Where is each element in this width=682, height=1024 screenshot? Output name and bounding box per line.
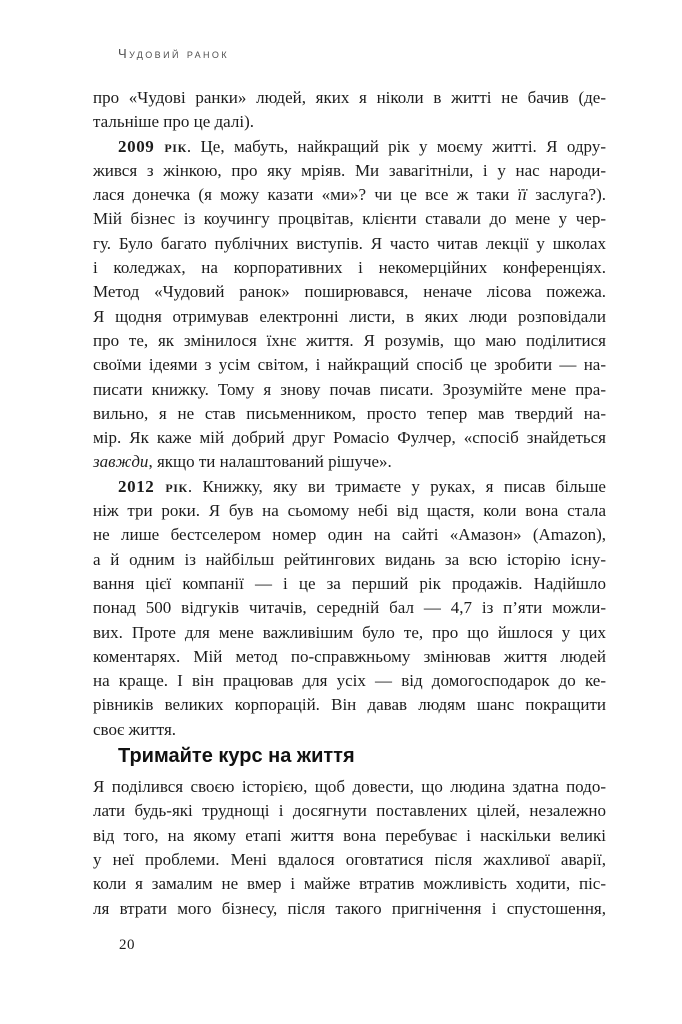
text-line [93, 329, 606, 353]
body-text-segment: своє життя. [93, 719, 177, 739]
body-text-segment: жився з жінкою, про яку мріяв. Ми завагітніли, і у нас народи- [93, 160, 606, 180]
body-text-segment: рівників великих корпорацій. Він давав людям шанс покращити [93, 695, 606, 715]
text-line [93, 848, 606, 872]
body-text-segment: мір. Як каже мій добрий друг Ромасіо Фулчер, «спосіб знайдеться [93, 428, 606, 448]
body-text-segment: . Це, мабуть, найкращий рік у моєму житті. Я одру- [186, 136, 606, 156]
paragraph [93, 775, 606, 921]
text-line [93, 897, 606, 921]
body-text-segment: від того, на якому етапі життя вона перебуває і наскільки великі [93, 825, 606, 845]
text-line [93, 183, 606, 207]
body-text-segment: лати будь-які труднощі і досягнути поставлених цілей, незалежно [93, 801, 606, 821]
text-line [93, 256, 606, 280]
page-body [93, 86, 606, 921]
body-text-segment: заслуга?). [526, 185, 606, 205]
body-text-segment: вання цієї компанії — і це за перший рік продажів. Надійшло [93, 573, 606, 593]
text-line [93, 799, 606, 823]
paragraph [93, 86, 606, 135]
body-text-segment: коментарях. Мій метод по-справжньому змінював життя людей [93, 646, 606, 666]
body-text-segment: гу. Було багато публічних виступів. Я часто читав лекції у школах [93, 233, 606, 253]
running-header: Чудовий ранок [118, 46, 229, 61]
text-line [93, 572, 606, 596]
body-text-segment: ніж три роки. Я був на сьомому небі від щастя, коли вона стала [93, 501, 606, 521]
text-line [93, 621, 606, 645]
text-line [93, 548, 606, 572]
text-line [93, 775, 606, 799]
text-line [93, 523, 606, 547]
body-text-segment: про «Чудові ранки» людей, яких я ніколи в житті не бачив (де- [93, 88, 606, 107]
body-text-segment: Метод «Чудовий ранок» поширювався, неначе лісова пожежа. [93, 282, 606, 302]
body-text-segment: на краще. І він працював для усіх — від домогосподарок до ке- [93, 671, 606, 691]
body-text-segment: . Книжку, яку ви тримаєте у руках, я писав більше [187, 476, 606, 496]
body-text-segment: ля втрати мого бізнесу, після такого пригнічення і спустошення, [93, 898, 606, 918]
paragraph [93, 475, 606, 742]
italic-text: завжди [93, 452, 149, 472]
text-line [93, 207, 606, 231]
text-line [93, 450, 606, 474]
text-line [93, 110, 606, 134]
section-heading: Тримайте курс на життя [118, 745, 355, 768]
body-text-segment: Я щодня отримував електронні листи, в яких люди розповідали [93, 306, 606, 326]
body-text-segment: про те, як змінилося їхнє життя. Я розумів, що маю поділитися [93, 330, 606, 350]
text-line [93, 499, 606, 523]
text-line [93, 280, 606, 304]
bold-lead-text: 2012 рік [118, 476, 188, 496]
text-line [93, 718, 606, 742]
body-text-segment: не лише бестселером номер один на сайті «Амазон» (Amazon), [93, 525, 606, 545]
page-number: 20 [119, 937, 135, 953]
body-text-segment: вих. Проте для мене важливішим було те, про що йшлося у цих [93, 622, 606, 642]
text-line [93, 378, 606, 402]
text-line [93, 159, 606, 183]
text-line [93, 645, 606, 669]
text-line [93, 232, 606, 256]
body-text-segment: коли я замалим не вмер і майже втратив можливість ходити, піс- [93, 874, 606, 894]
text-line [93, 135, 606, 159]
body-text-segment: писати книжку. Тому я знову почав писати. Зрозумійте мене пра- [93, 379, 606, 399]
bold-lead-text: 2009 рік [118, 136, 187, 156]
body-text-segment: вильно, я не став письменником, просто тепер мав твердий на- [93, 403, 606, 423]
text-line [93, 596, 606, 620]
body-text-segment: лася донечка (я можу казати «ми»? чи це все ж таки [93, 185, 518, 205]
body-text-segment: тальніше про це далі). [93, 112, 254, 132]
paragraph [93, 135, 606, 475]
body-text-segment: і коледжах, на корпоративних і некомерційних конференціях. [93, 258, 606, 278]
text-line [93, 872, 606, 896]
text-line [93, 402, 606, 426]
body-text-segment: Я поділився своєю історією, щоб довести, що людина здатна подо- [93, 777, 606, 797]
text-line [93, 693, 606, 717]
body-text-segment: , якщо ти налаштований рішуче». [148, 452, 392, 472]
body-text-segment: понад 500 відгуків читачів, середній бал — 4,7 із п’яти можли- [93, 598, 606, 618]
text-line [93, 475, 606, 499]
body-text-segment: а й одним із найбільш рейтингових видань за всю історію існу- [93, 549, 606, 569]
italic-text: її [517, 185, 527, 205]
body-text-segment: Мій бізнес із коучингу процвітав, клієнти ставали до мене у чер- [93, 209, 606, 229]
text-line [93, 426, 606, 450]
text-line [93, 824, 606, 848]
body-text-segment: у неї проблеми. Мені вдалося оговтатися після жахливої аварії, [93, 849, 606, 869]
body-text-segment: своїми ідеями з усім світом, і найкращий спосіб це зробити — на- [93, 355, 606, 375]
text-line [93, 353, 606, 377]
text-line [93, 669, 606, 693]
text-line [93, 86, 606, 110]
text-line [93, 305, 606, 329]
